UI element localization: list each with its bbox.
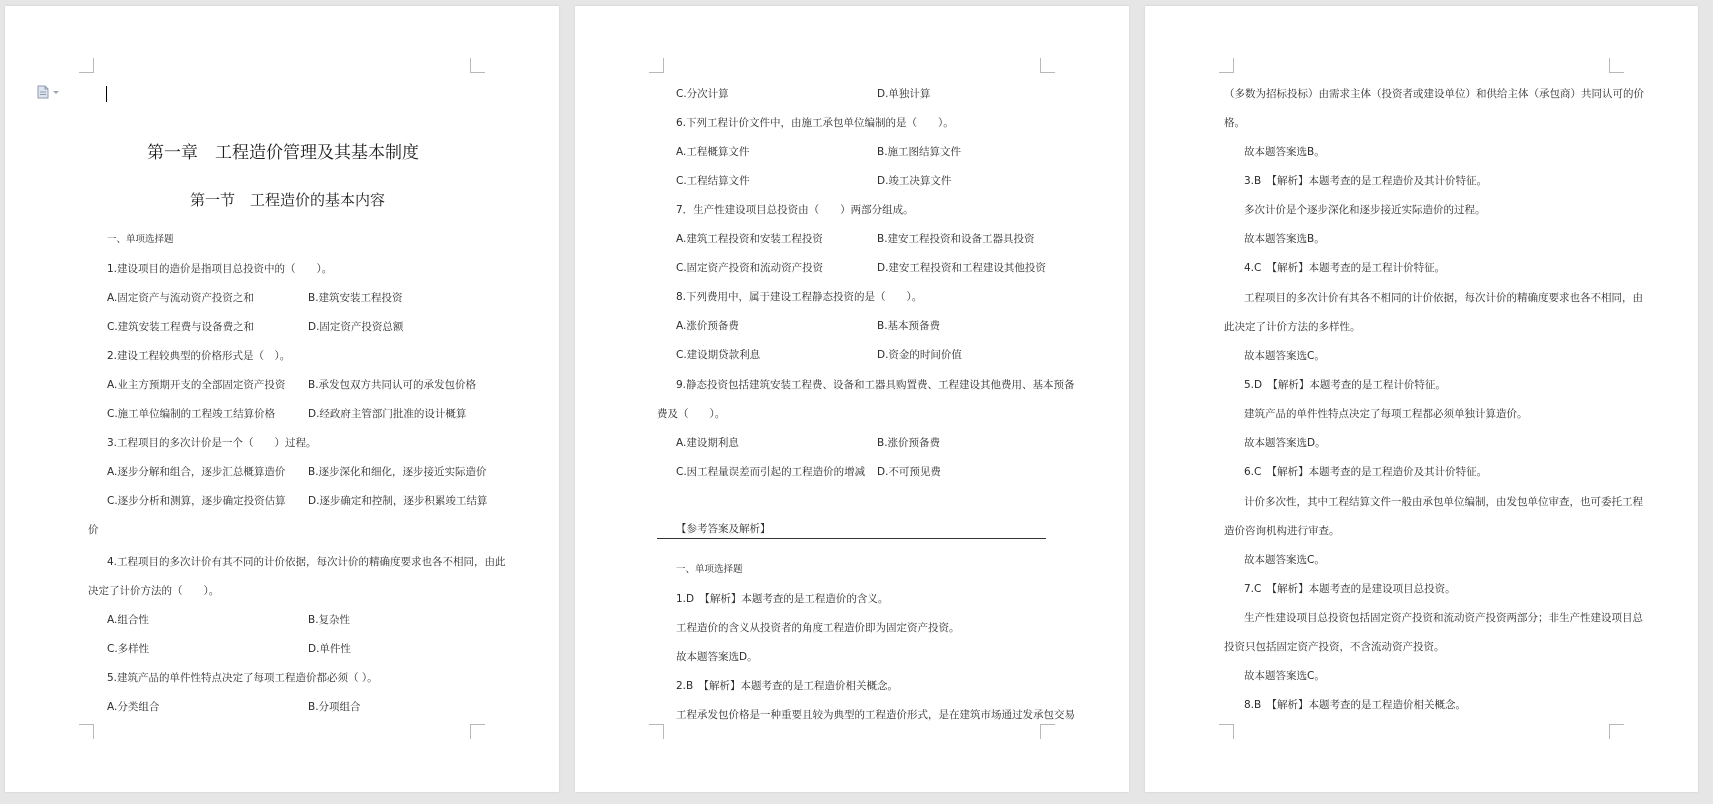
margin-corner-mark (1040, 58, 1055, 73)
answer-text: 4.C 【解析】本题考查的是工程计价特征。 (1244, 262, 1446, 274)
answer-conclusion: 故本题答案选C。 (1244, 670, 1325, 682)
margin-corner-mark (470, 724, 485, 739)
question-text-continuation: 决定了计价方法的（ ）。 (88, 585, 220, 597)
option-a: A.涨价预备费 (676, 320, 739, 332)
explanation-text-continuation: 造价咨询机构进行审查。 (1224, 525, 1340, 537)
question-text: 6.下列工程计价文件中，由施工承包单位编制的是（ ）。 (676, 117, 954, 129)
answer-conclusion: 故本题答案选D。 (1244, 437, 1326, 449)
margin-corner-mark (649, 58, 664, 73)
chapter-title: 第一章 工程造价管理及其基本制度 (147, 143, 419, 163)
question-text: 9.静态投资包括建筑安装工程费、设备和工器具购置费、工程建设其他费用、基本预备 (676, 379, 1075, 391)
explanation-text-continuation: 投资只包括固定资产投资，不含流动资产投资。 (1224, 641, 1445, 653)
option-b: B.涨价预备费 (877, 437, 941, 449)
option-a: A.工程概算文件 (676, 146, 750, 158)
option-b: B.建筑安装工程投资 (308, 292, 403, 304)
option-c: C.逐步分析和测算，逐步确定投资估算 (107, 495, 286, 507)
answer-text: 3.B 【解析】本题考查的是工程造价及其计价特征。 (1244, 175, 1487, 187)
option-b: B.承发包双方共同认可的承发包价格 (308, 379, 477, 391)
option-b: B.基本预备费 (877, 320, 941, 332)
option-a: A.建筑工程投资和安装工程投资 (676, 233, 823, 245)
explanation-text: 生产性建设项目总投资包括固定资产投资和流动资产投资两部分；非生产性建设项目总 (1244, 612, 1643, 624)
question-text: 2.建设工程较典型的价格形式是（ ）。 (107, 350, 291, 362)
question-text: 4.工程项目的多次计价有其不同的计价依据，每次计价的精确度要求也各不相同，由此 (107, 556, 506, 568)
option-c: C.多样性 (107, 643, 150, 655)
explanation-text: 多次计价是个逐步深化和逐步接近实际造价的过程。 (1244, 204, 1486, 216)
explanation-text: 计价多次性，其中工程结算文件一般由承包单位编制，由发包单位审查，也可委托工程 (1244, 496, 1643, 508)
option-c: C.因工程量误差而引起的工程造价的增减 (676, 466, 866, 478)
margin-corner-mark (470, 58, 485, 73)
answer-text: 2.B 【解析】本题考查的是工程造价相关概念。 (676, 680, 898, 692)
answer-text: 7.C 【解析】本题考查的是建设项目总投资。 (1244, 583, 1456, 595)
document-page-3 (1145, 6, 1698, 792)
margin-corner-mark (79, 724, 94, 739)
option-d: D.不可预见费 (877, 466, 941, 478)
answer-conclusion: 故本题答案选C。 (1244, 350, 1325, 362)
option-b: B.施工图结算文件 (877, 146, 962, 158)
option-a: A.分类组合 (107, 701, 160, 713)
answer-conclusion: 故本题答案选B。 (1244, 146, 1325, 158)
option-c: C.固定资产投资和流动资产投资 (676, 262, 824, 274)
option-a: A.逐步分解和组合，逐步汇总概算造价 (107, 466, 286, 478)
option-b: B.分项组合 (308, 701, 361, 713)
option-c: C.分次计算 (676, 88, 729, 100)
document-page-2 (575, 6, 1129, 792)
question-text: 7．生产性建设项目总投资由（ ）两部分组成。 (676, 204, 914, 216)
answer-text: 1.D 【解析】本题考查的是工程造价的含义。 (676, 593, 889, 605)
option-a: A.业主方预期开支的全部固定资产投资 (107, 379, 286, 391)
explanation-text: 工程项目的多次计价有其各不相同的计价依据，每次计价的精确度要求也各不相同，由 (1244, 292, 1643, 304)
margin-corner-mark (1219, 724, 1234, 739)
answer-conclusion: 故本题答案选B。 (1244, 233, 1325, 245)
option-d: D.经政府主管部门批准的设计概算 (308, 408, 467, 420)
margin-corner-mark (649, 724, 664, 739)
document-page-1 (5, 6, 559, 792)
answer-text: 5.D 【解析】本题考查的是工程计价特征。 (1244, 379, 1446, 391)
explanation-text-continuation: 格。 (1224, 117, 1245, 129)
option-b: B.复杂性 (308, 614, 351, 626)
question-text: 1.建设项目的造价是指项目总投资中的（ ）。 (107, 263, 333, 275)
margin-corner-mark (79, 58, 94, 73)
explanation-text: （多数为招标投标）由需求主体（投资者或建设单位）和供给主体（承包商）共同认可的价 (1224, 88, 1644, 100)
option-d-continuation: 价 (88, 524, 99, 536)
question-text: 5.建筑产品的单件性特点决定了每项工程造价都必须（ ）。 (107, 672, 378, 684)
option-d: D.单独计算 (877, 88, 931, 100)
margin-corner-mark (1609, 58, 1624, 73)
heading-underline (657, 538, 1046, 539)
option-d: D.建安工程投资和工程建设其他投资 (877, 262, 1046, 274)
option-d: D.逐步确定和控制，逐步积累竣工结算 (308, 495, 488, 507)
option-a: A.组合性 (107, 614, 149, 626)
option-b: B.逐步深化和细化，逐步接近实际造价 (308, 466, 487, 478)
section-heading: 一、单项选择题 (676, 564, 743, 575)
answer-conclusion: 故本题答案选C。 (1244, 554, 1325, 566)
answer-text: 6.C 【解析】本题考查的是工程造价及其计价特征。 (1244, 466, 1488, 478)
question-text: 3.工程项目的多次计价是一个（ ）过程。 (107, 437, 317, 449)
section-heading: 一、单项选择题 (107, 234, 174, 245)
answer-section-heading: 【参考答案及解析】 (676, 523, 771, 535)
answer-text: 8.B 【解析】本题考查的是工程造价相关概念。 (1244, 699, 1466, 711)
explanation-text: 工程承发包价格是一种重要且较为典型的工程造价形式，是在建筑市场通过发承包交易 (676, 709, 1075, 721)
option-b: B.建安工程投资和设备工器具投资 (877, 233, 1035, 245)
option-d: D.资金的时间价值 (877, 349, 962, 361)
text-cursor (106, 86, 107, 102)
explanation-text: 建筑产品的单件性特点决定了每项工程都必须单独计算造价。 (1244, 408, 1528, 420)
explanation-text-continuation: 此决定了计价方法的多样性。 (1224, 321, 1361, 333)
option-a: A.固定资产与流动资产投资之和 (107, 292, 254, 304)
option-c: C.建设期贷款利息 (676, 349, 761, 361)
option-d: D.固定资产投资总额 (308, 321, 404, 333)
option-c: C.工程结算文件 (676, 175, 750, 187)
margin-corner-mark (1219, 58, 1234, 73)
answer-conclusion: 故本题答案选D。 (676, 651, 758, 663)
margin-corner-mark (1609, 724, 1624, 739)
document-icon[interactable] (36, 84, 66, 98)
margin-corner-mark (1040, 724, 1055, 739)
option-c: C.施工单位编制的工程竣工结算价格 (107, 408, 276, 420)
option-c: C.建筑安装工程费与设备费之和 (107, 321, 255, 333)
option-a: A.建设期利息 (676, 437, 739, 449)
section-title: 第一节 工程造价的基本内容 (190, 191, 386, 209)
option-d: D.竣工决算文件 (877, 175, 952, 187)
question-text-continuation: 费及（ ）。 (657, 408, 726, 420)
explanation-text: 工程造价的含义从投资者的角度工程造价即为固定资产投资。 (676, 622, 960, 634)
question-text: 8.下列费用中，属于建设工程静态投资的是（ ）。 (676, 291, 923, 303)
option-d: D.单件性 (308, 643, 351, 655)
